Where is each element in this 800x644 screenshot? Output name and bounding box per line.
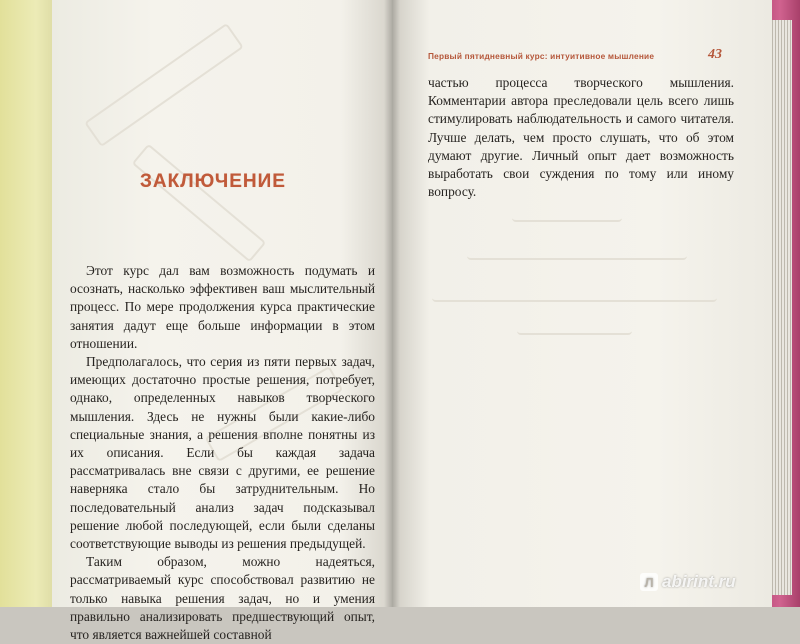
page-stack-edge xyxy=(770,20,792,595)
paragraph: Предполагалось, что серия из пяти первых задач, имеющих достаточно простые решения, потребует, однако, определенных навыков творческого мышления. Здесь не нужны были какие-либо специальные знания, а решения вполне понятны из их описания. Если бы каждая задача рассматривалась вне связи с другими, ее решение наверняка стало бы затруднительным. Но последовательный анализ задач подсказывал решение любой последующей, если были сделаны соответствующие выводы из решения предыдущей. xyxy=(70,354,375,552)
labirint-logo-icon: Л xyxy=(640,573,658,591)
chapter-title: ЗАКЛЮЧЕНИЕ xyxy=(140,171,286,192)
site-watermark xyxy=(640,572,736,592)
show-through-sketch xyxy=(84,23,244,147)
left-cover-edge xyxy=(0,0,60,607)
paragraph: Этот курс дал вам возможность подумать и осознать, насколько эффективен ваш мыслительный процесс. По мере продолжения курса практические занятия дадут еще больше информации в этом отношении. xyxy=(70,263,375,351)
show-through-line xyxy=(517,315,632,335)
show-through-sketch xyxy=(132,144,267,263)
show-through-line xyxy=(512,200,622,222)
running-head: Первый пятидневный курс: интуитивное мышление xyxy=(428,51,655,61)
page-number: 43 xyxy=(708,47,722,62)
left-page-body xyxy=(70,262,375,644)
book-gutter xyxy=(384,0,400,607)
paragraph: частью процесса творческого мышления. Комментарии автора преследовали цель всего лишь стимулировать наблюдательность и самого читателя. Лучше делать, чем просто слушать, что об этом думают другие. Личный опыт дает возможность выработать свои суждения по тому или иному вопросу. xyxy=(428,75,734,200)
paragraph: Таким образом, можно надеяться, рассматриваемый курс способствовал развитию не только навыка решения задач, но и умения правильно анализировать предшествующий опыт, что является важнейшей составной xyxy=(70,554,375,643)
watermark-text: abirint.ru xyxy=(662,572,736,591)
right-page-body xyxy=(428,74,734,201)
show-through-line xyxy=(432,280,717,302)
show-through-line xyxy=(467,238,687,260)
